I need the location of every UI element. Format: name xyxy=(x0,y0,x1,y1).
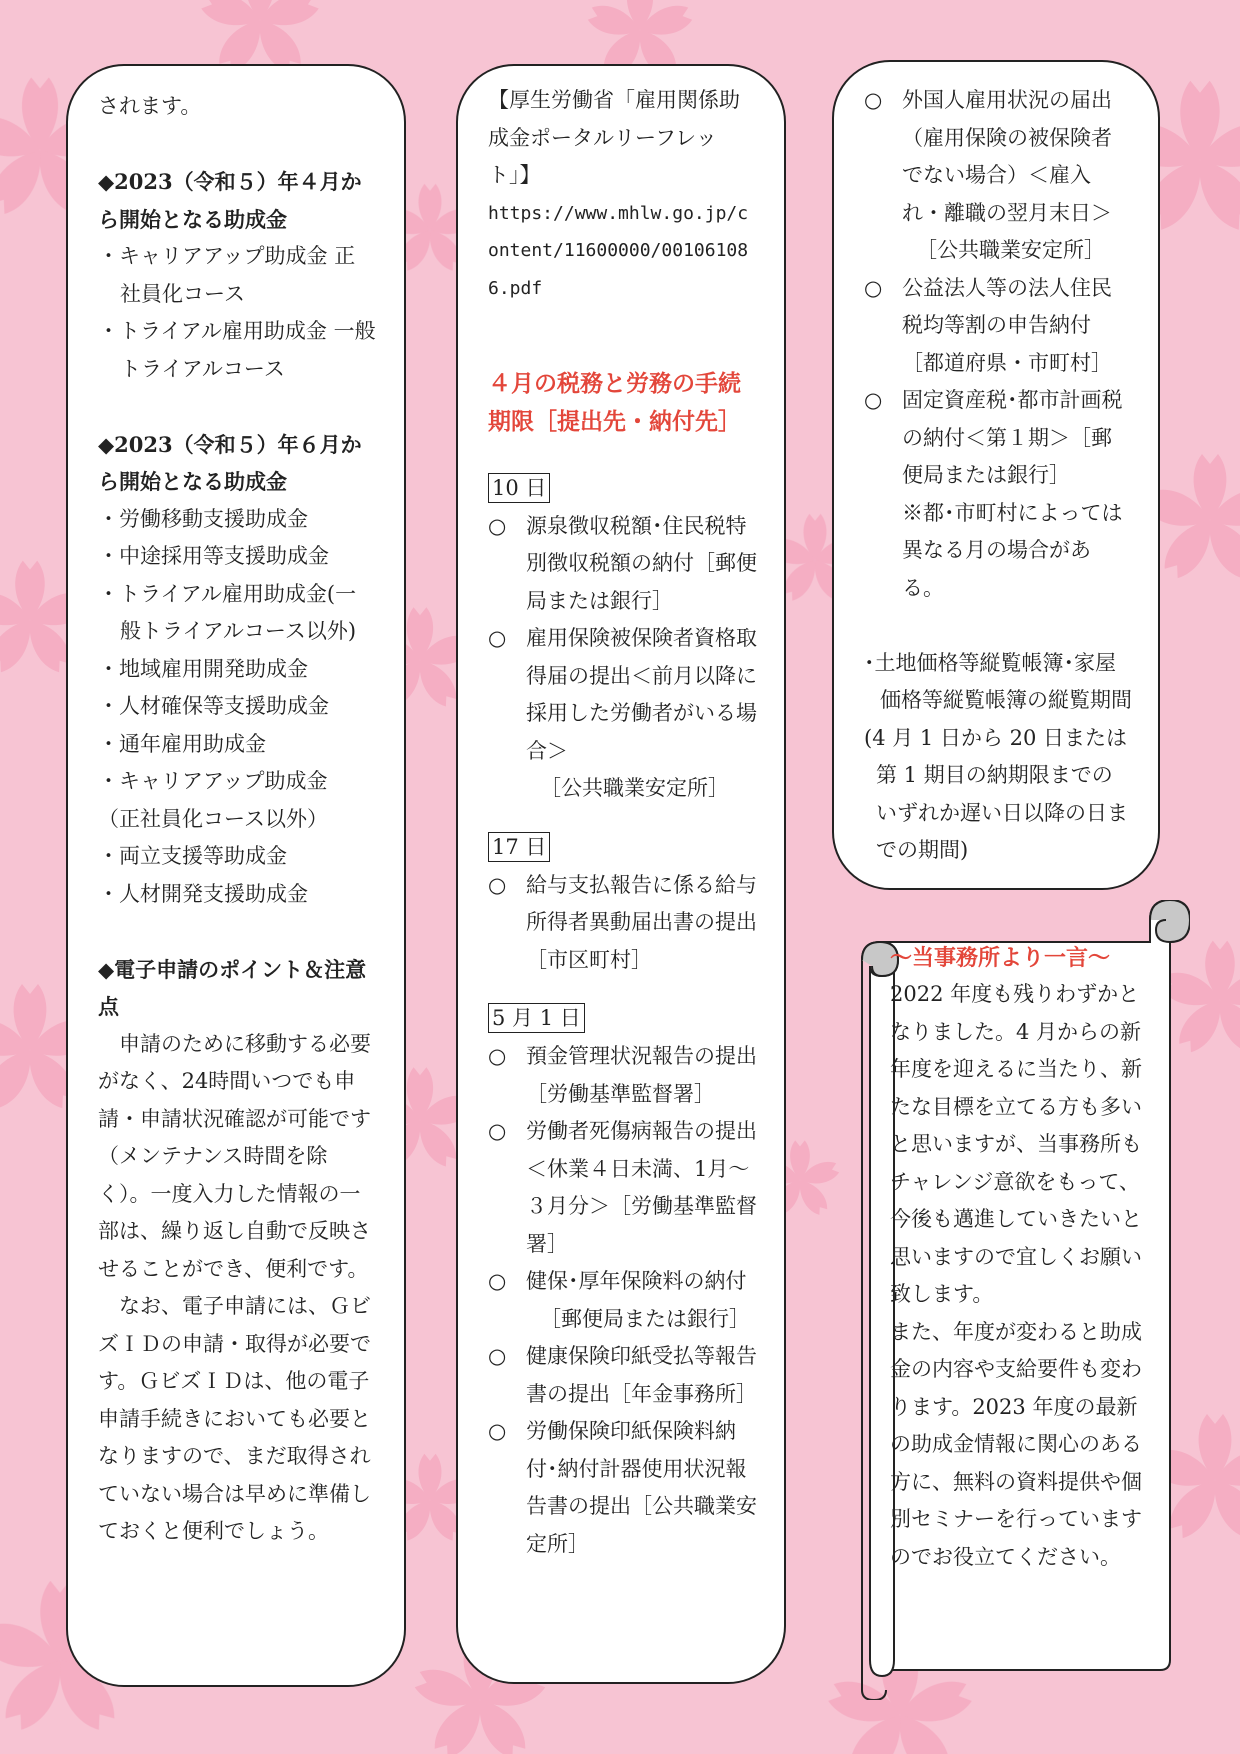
list-item: ・人材開発支援助成金 xyxy=(98,881,308,906)
section-title-april-subsidies: ◆2023（令和５）年４月から開始となる助成金 xyxy=(98,169,362,232)
list-item: ・中途採用等支援助成金 xyxy=(98,544,329,568)
land-register-period: (4 月 1 日から 20 日または第 1 期目の納期限までのいずれか遅い日以降の日までの期間) xyxy=(864,725,1128,862)
office-message-scroll xyxy=(820,900,1190,1700)
item-text: 健保･厚年保険料の納付 xyxy=(526,1269,747,1293)
circle-bullet-icon: ○ xyxy=(488,1119,507,1143)
item-text: 公益法人等の法人住民税均等割の申告納付［都道府県・市町村］ xyxy=(902,275,1112,375)
circle-bullet-icon: ○ xyxy=(488,1269,507,1293)
item-text: 労働者死傷病報告の提出＜休業４日未満、1月～３月分＞［労働基準監督署］ xyxy=(526,1119,757,1256)
list-item: ・通年雇用助成金 xyxy=(98,731,266,756)
item-text: 健康保険印紙受払等報告書の提出［年金事務所］ xyxy=(526,1344,757,1406)
date-label: 17 日 xyxy=(488,832,550,862)
item-note: ※都･市町村によっては異なる月の場合がある。 xyxy=(902,500,1123,600)
list-item xyxy=(864,382,1132,607)
message-paragraph: 2022 年度も残りわずかとなりました。4 月からの新年度を迎えるに当たり、新たな目標を立てる方も多いと思いますが、当事務所もチャレンジ意欲をもって、今後も邁進していきたいと思いますので宜しくお願い致します。 xyxy=(890,982,1142,1306)
circle-bullet-icon: ○ xyxy=(864,88,883,112)
circle-bullet-icon: ○ xyxy=(488,1419,507,1443)
list-item xyxy=(488,1113,758,1263)
list-item: ・人材確保等支援助成金 xyxy=(98,694,329,718)
item-text: 固定資産税･都市計画税の納付＜第１期＞［郵便局または銀行］ xyxy=(902,388,1123,487)
list-item: （正社員化コース以外） xyxy=(98,806,328,831)
list-item: ・両立支援等助成金 xyxy=(98,844,287,868)
item-destination: ［郵便局または銀行］ xyxy=(540,1306,750,1331)
item-text: 預金管理状況報告の提出［労働基準監督署］ xyxy=(526,1044,757,1106)
circle-bullet-icon: ○ xyxy=(488,1344,507,1368)
list-item: ・トライアル雇用助成金(一般トライアルコース以外) xyxy=(98,581,357,643)
item-text: 労働保険印紙保険料納付･納付計器使用状況報告書の提出［公共職業安定所］ xyxy=(526,1419,757,1556)
item-destination: ［公共職業安定所］ xyxy=(540,776,729,800)
continuation-text: されます。 xyxy=(98,94,202,118)
list-item xyxy=(488,867,758,980)
reference-url-link[interactable]: https://www.mhlw.go.jp/content/11600000/001061086.pdf xyxy=(488,202,749,299)
land-register-item: ･土地価格等縦覧帳簿･家屋価格等縦覧帳簿の縦覧期間 xyxy=(864,650,1132,712)
list-item xyxy=(864,82,1132,270)
message-paragraph: また、年度が変わると助成金の内容や支給要件も変わります。2023 年度の最新の助成金情報に関心のある方に、無料の資料提供や個別セミナーを行っていますのでお役立てください。 xyxy=(890,1319,1142,1569)
paragraph: 申請のために移動する必要がなく、24時間いつでも申請・申請状況確認が可能です（メンテナンス時間を除く）。一度入力した情報の一部は、繰り返し自動で反映させることができ、便利です。 xyxy=(98,1031,371,1281)
deadline-schedule-panel xyxy=(456,64,786,1684)
date-label: 5 月 1 日 xyxy=(488,1003,585,1033)
date-label: 10 日 xyxy=(488,473,550,503)
list-item: ・労働移動支援助成金 xyxy=(98,506,308,531)
deadline-schedule-continued-panel xyxy=(832,60,1160,890)
list-item xyxy=(488,1413,758,1563)
paragraph: なお、電子申請には、ＧビズＩＤの申請・取得が必要です。ＧビズＩＤは、他の電子申請手続きにおいても必要となりますので、まだ取得されていない場合は早めに準備しておくと便利でしょう。 xyxy=(98,1294,371,1543)
list-item xyxy=(488,1338,758,1413)
message-title: ～当事務所より一言～ xyxy=(890,945,1111,971)
list-item: ・地域雇用開発助成金 xyxy=(98,656,308,681)
circle-bullet-icon: ○ xyxy=(488,513,507,538)
list-item: ・トライアル雇用助成金 一般トライアルコース xyxy=(98,319,376,381)
item-text: 外国人雇用状況の届出（雇用保険の被保険者でない場合）＜雇入れ・離職の翌月末日＞ xyxy=(902,88,1112,225)
schedule-heading: ４月の税務と労務の手続期限［提出先・納付先］ xyxy=(488,369,741,435)
circle-bullet-icon: ○ xyxy=(488,1044,507,1068)
list-item xyxy=(864,270,1132,383)
list-item: ・キャリアアップ助成金 xyxy=(98,769,328,793)
circle-bullet-icon: ○ xyxy=(488,872,507,897)
section-title-june-subsidies: ◆2023（令和５）年６月から開始となる助成金 xyxy=(98,431,362,494)
list-item xyxy=(488,508,758,621)
item-text: 源泉徴収税額･住民税特別徴収税額の納付［郵便局または銀行］ xyxy=(526,513,757,613)
list-item xyxy=(488,1263,758,1338)
item-text: 給与支払報告に係る給与所得者異動届出書の提出［市区町村］ xyxy=(526,872,757,972)
item-text: 雇用保険被保険者資格取得届の提出＜前月以降に採用した労働者がいる場合＞ xyxy=(526,626,757,763)
item-destination: ［公共職業安定所］ xyxy=(916,238,1105,262)
circle-bullet-icon: ○ xyxy=(488,626,507,650)
list-item: ・キャリアアップ助成金 正社員化コース xyxy=(98,244,356,306)
reference-title: 【厚生労働省「雇用関係助成金ポータルリーフレット」】 xyxy=(488,88,740,187)
subsidy-info-panel xyxy=(66,64,406,1687)
circle-bullet-icon: ○ xyxy=(864,275,883,300)
circle-bullet-icon: ○ xyxy=(864,388,883,412)
list-item xyxy=(488,620,758,808)
list-item xyxy=(488,1038,758,1113)
section-title-e-application: ◆電子申請のポイント＆注意点 xyxy=(98,956,367,1019)
